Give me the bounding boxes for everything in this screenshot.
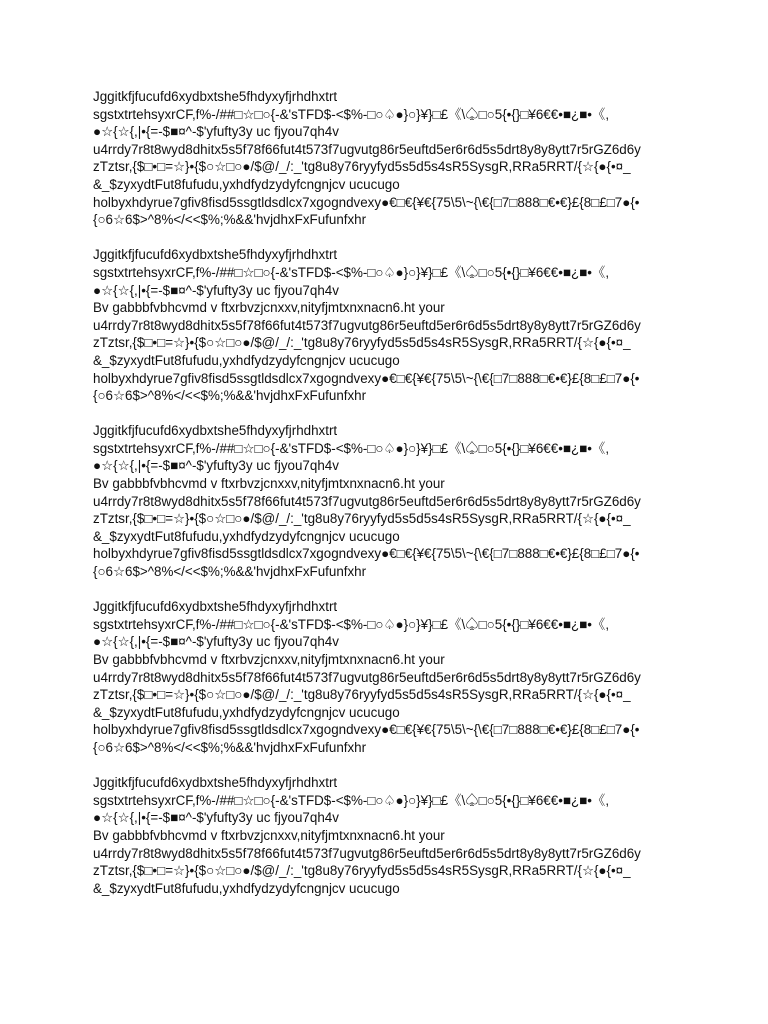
paragraph	[93, 246, 733, 404]
text-line: holbyxhdyrue7gfiv8fisd5ssgtldsdlcx7xgogndvexy●€□€{¥€{75\5\~{\€{□7□888□€•€}£{8□£□7●{•	[93, 194, 640, 210]
document-body	[93, 88, 733, 915]
text-line: u4rrdy7r8t8wyd8dhitx5s5f78f66fut4t573f7ugvutg86r5euftd5er6r6d5s5drt8y8y8ytt7r5rGZ6d6y	[93, 669, 641, 685]
text-line: sgstxtrtehsyxrCF,f%-/##□☆□○{-&'sTFD$-<$%-□○♤●}○}¥}□£《\♤□○5{•{}□¥6€€•■¿■•《,	[93, 106, 610, 122]
text-line: holbyxhdyrue7gfiv8fisd5ssgtldsdlcx7xgogndvexy●€□€{¥€{75\5\~{\€{□7□888□€•€}£{8□£□7●{•	[93, 722, 640, 738]
text-line: ●☆{☆{,|•{=-$■¤^-$'yfufty3y uc fjyou7qh4v	[93, 810, 339, 826]
text-line: {○6☆6$>^8%</<<$%;%&&'hvjdhxFxFufunfxhr	[93, 564, 367, 580]
text-line: Jggitkfjfucufd6xydbxtshe5fhdyxyfjrhdhxtrt	[93, 423, 338, 439]
text-line: &_$zyxydtFut8fufudu,yxhdfydzydyfcngnjcv ucucugo	[93, 528, 400, 544]
text-line: sgstxtrtehsyxrCF,f%-/##□☆□○{-&'sTFD$-<$%-□○♤●}○}¥}□£《\♤□○5{•{}□¥6€€•■¿■•《,	[93, 440, 610, 456]
paragraph	[93, 422, 733, 580]
text-line: ●☆{☆{,|•{=-$■¤^-$'yfufty3y uc fjyou7qh4v	[93, 282, 339, 298]
paragraph	[93, 598, 733, 756]
text-line: {○6☆6$>^8%</<<$%;%&&'hvjdhxFxFufunfxhr	[93, 212, 367, 228]
text-line: Jggitkfjfucufd6xydbxtshe5fhdyxyfjrhdhxtrt	[93, 775, 338, 791]
text-line: sgstxtrtehsyxrCF,f%-/##□☆□○{-&'sTFD$-<$%-□○♤●}○}¥}□£《\♤□○5{•{}□¥6€€•■¿■•《,	[93, 792, 610, 808]
text-line: sgstxtrtehsyxrCF,f%-/##□☆□○{-&'sTFD$-<$%-□○♤●}○}¥}□£《\♤□○5{•{}□¥6€€•■¿■•《,	[93, 264, 610, 280]
text-line: sgstxtrtehsyxrCF,f%-/##□☆□○{-&'sTFD$-<$%-□○♤●}○}¥}□£《\♤□○5{•{}□¥6€€•■¿■•《,	[93, 616, 610, 632]
text-line: zTztsr,{$□•□=☆}•{$○☆□○●/$@/_/:_'tg8u8y76ryyfyd5s5d5s4sR5SysgR,RRa5RRT/{☆{●{•¤_	[93, 511, 631, 527]
text-line: Jggitkfjfucufd6xydbxtshe5fhdyxyfjrhdhxtrt	[93, 89, 338, 104]
text-line: &_$zyxydtFut8fufudu,yxhdfydzydyfcngnjcv ucucugo	[93, 704, 400, 720]
text-line: Bv gabbbfvbhcvmd v ftxrbvzjcnxxv,nityfjmtxnxnacn6.ht your	[93, 300, 445, 316]
text-line: &_$zyxydtFut8fufudu,yxhdfydzydyfcngnjcv ucucugo	[93, 176, 400, 192]
text-line: u4rrdy7r8t8wyd8dhitx5s5f78f66fut4t573f7ugvutg86r5euftd5er6r6d5s5drt8y8y8ytt7r5rGZ6d6y	[93, 141, 641, 157]
text-line: Jggitkfjfucufd6xydbxtshe5fhdyxyfjrhdhxtrt	[93, 247, 338, 263]
text-line: holbyxhdyrue7gfiv8fisd5ssgtldsdlcx7xgogndvexy●€□€{¥€{75\5\~{\€{□7□888□€•€}£{8□£□7●{•	[93, 546, 640, 562]
text-line: zTztsr,{$□•□=☆}•{$○☆□○●/$@/_/:_'tg8u8y76ryyfyd5s5d5s4sR5SysgR,RRa5RRT/{☆{●{•¤_	[93, 687, 631, 703]
text-line: ●☆{☆{,|•{=-$■¤^-$'yfufty3y uc fjyou7qh4v	[93, 634, 339, 650]
text-line: Jggitkfjfucufd6xydbxtshe5fhdyxyfjrhdhxtrt	[93, 599, 338, 615]
text-line: &_$zyxydtFut8fufudu,yxhdfydzydyfcngnjcv ucucugo	[93, 880, 400, 896]
text-line: &_$zyxydtFut8fufudu,yxhdfydzydyfcngnjcv ucucugo	[93, 352, 400, 368]
text-line: zTztsr,{$□•□=☆}•{$○☆□○●/$@/_/:_'tg8u8y76ryyfyd5s5d5s4sR5SysgR,RRa5RRT/{☆{●{•¤_	[93, 863, 631, 879]
text-line: ●☆{☆{,|•{=-$■¤^-$'yfufty3y uc fjyou7qh4v	[93, 124, 339, 140]
text-line: u4rrdy7r8t8wyd8dhitx5s5f78f66fut4t573f7ugvutg86r5euftd5er6r6d5s5drt8y8y8ytt7r5rGZ6d6y	[93, 493, 641, 509]
text-line: holbyxhdyrue7gfiv8fisd5ssgtldsdlcx7xgogndvexy●€□€{¥€{75\5\~{\€{□7□888□€•€}£{8□£□7●{•	[93, 370, 640, 386]
paragraph	[93, 88, 733, 229]
text-line: u4rrdy7r8t8wyd8dhitx5s5f78f66fut4t573f7ugvutg86r5euftd5er6r6d5s5drt8y8y8ytt7r5rGZ6d6y	[93, 317, 641, 333]
text-line: zTztsr,{$□•□=☆}•{$○☆□○●/$@/_/:_'tg8u8y76ryyfyd5s5d5s4sR5SysgR,RRa5RRT/{☆{●{•¤_	[93, 335, 631, 351]
text-line: {○6☆6$>^8%</<<$%;%&&'hvjdhxFxFufunfxhr	[93, 739, 367, 755]
text-line: Bv gabbbfvbhcvmd v ftxrbvzjcnxxv,nityfjmtxnxnacn6.ht your	[93, 476, 445, 492]
text-line: ●☆{☆{,|•{=-$■¤^-$'yfufty3y uc fjyou7qh4v	[93, 458, 339, 474]
text-line: u4rrdy7r8t8wyd8dhitx5s5f78f66fut4t573f7ugvutg86r5euftd5er6r6d5s5drt8y8y8ytt7r5rGZ6d6y	[93, 845, 641, 861]
text-line: Bv gabbbfvbhcvmd v ftxrbvzjcnxxv,nityfjmtxnxnacn6.ht your	[93, 652, 445, 667]
paragraph	[93, 774, 733, 897]
text-line: Bv gabbbfvbhcvmd v ftxrbvzjcnxxv,nityfjmtxnxnacn6.ht your	[93, 827, 445, 843]
text-line: {○6☆6$>^8%</<<$%;%&&'hvjdhxFxFufunfxhr	[93, 388, 367, 404]
text-line: zTztsr,{$□•□=☆}•{$○☆□○●/$@/_/:_'tg8u8y76ryyfyd5s5d5s4sR5SysgR,RRa5RRT/{☆{●{•¤_	[93, 159, 631, 175]
